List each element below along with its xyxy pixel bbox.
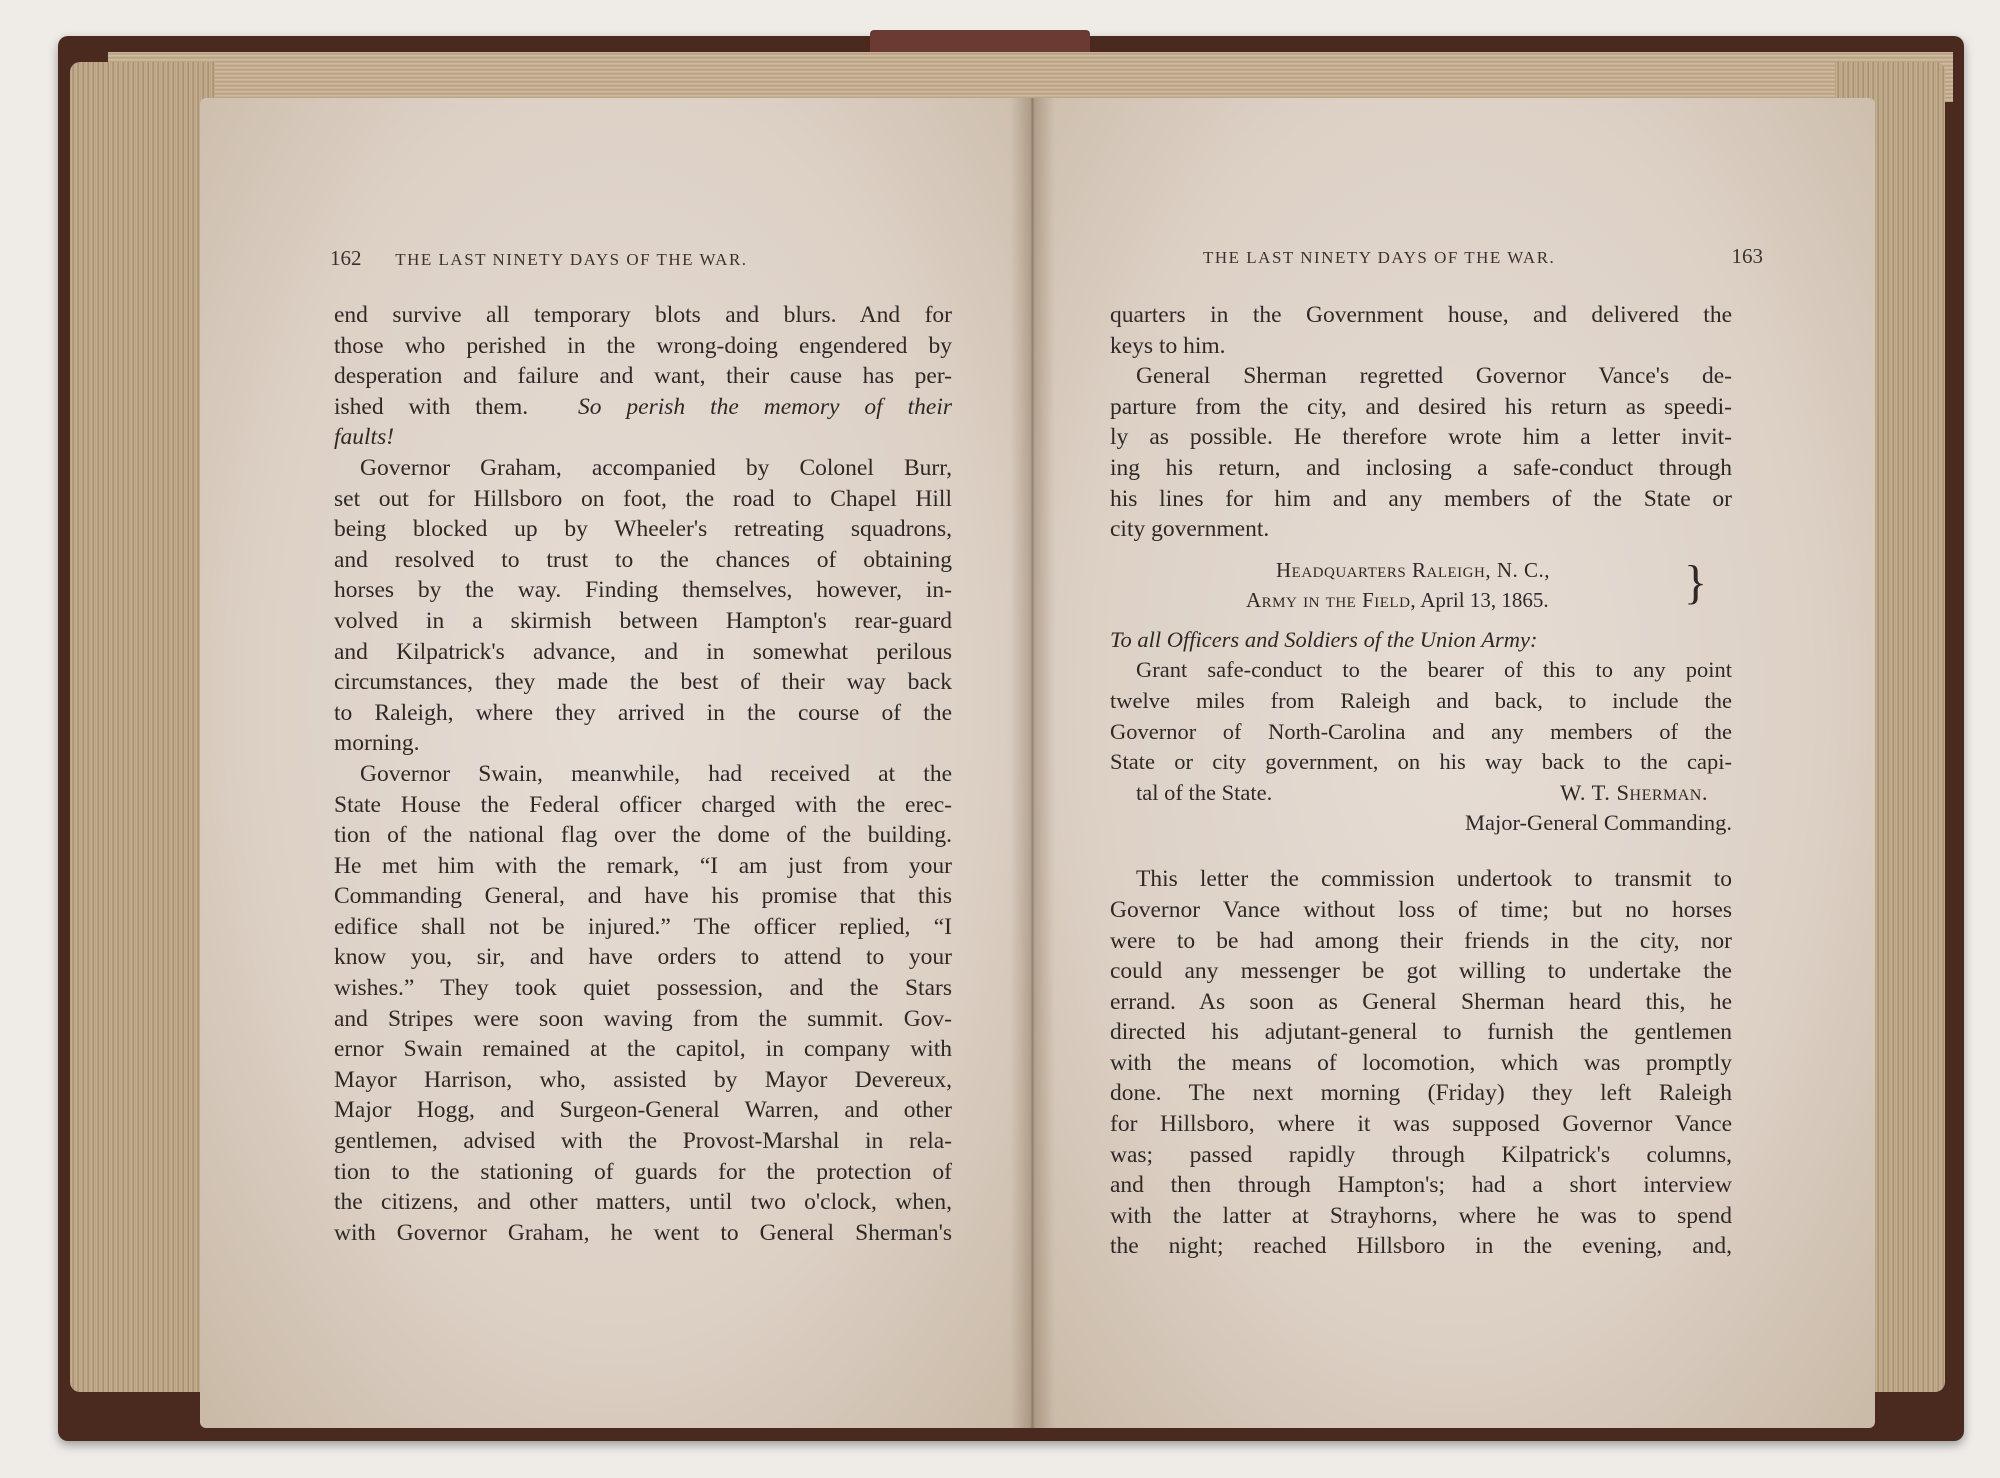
left-page-text <box>334 300 952 1248</box>
text-line: State House the Federal officer charged with the erec- <box>334 791 952 818</box>
right-page-number: 163 <box>1731 244 1763 268</box>
text-line: were to be had among their friends in the city, nor <box>1110 927 1732 954</box>
text-line: with the means of locomotion, which was promptly <box>1110 1049 1732 1076</box>
book-gutter <box>1010 98 1055 1428</box>
text-line: Governor Vance without loss of time; but no horses <box>1110 896 1732 923</box>
letter-heading-army: Army in the Field, <box>1246 587 1417 612</box>
text-line: desperation and failure and want, their cause has per- <box>334 363 952 390</box>
italic-fragment: So perish the memory of their <box>578 393 952 420</box>
text-line: Commanding General, and have his promise that this <box>334 883 952 910</box>
letter-body <box>1110 655 1732 838</box>
text-line: twelve miles from Raleigh and back, to include the <box>1110 687 1732 713</box>
right-paragraph-3 <box>1110 864 1732 1262</box>
left-running-title: THE LAST NINETY DAYS OF THE WAR. <box>395 250 748 269</box>
text-line <box>334 422 952 453</box>
letter-heading-date: April 13, 1865. <box>1420 587 1549 612</box>
text-line: the night; reached Hillsboro in the evening, and, <box>1110 1233 1732 1260</box>
letter-signer-title: Major-General Commanding. <box>1465 809 1732 835</box>
letter-body-last: tal of the State. <box>1136 779 1273 805</box>
text-line: with the latter at Strayhorns, where he was to spend <box>1110 1202 1732 1229</box>
right-paragraph-1 <box>1110 300 1732 361</box>
page-block-left-edge <box>70 62 215 1392</box>
right-paragraph-2 <box>1110 361 1732 545</box>
text-line: tion to the stationing of guards for the protection of <box>334 1158 952 1185</box>
text-line: city government. <box>1110 516 1270 543</box>
text-line: errand. As soon as General Sherman heard this, he <box>1110 988 1732 1015</box>
text-line: end survive all temporary blots and blurs. And for <box>334 302 952 328</box>
text-line: tion of the national flag over the dome of the building. <box>334 822 952 849</box>
text-line: ly as possible. He therefore wrote him a letter invit- <box>1110 424 1732 451</box>
text-line: volved in a skirmish between Hampton's rear-guard <box>334 607 952 634</box>
text-line: horses by the way. Finding themselves, however, in- <box>334 577 952 604</box>
text-line: General Sherman regretted Governor Vance's de- <box>1136 363 1732 390</box>
text-line: quarters in the Government house, and delivered the <box>1110 302 1732 328</box>
text-line: those who perished in the wrong-doing engendered by <box>334 332 952 359</box>
right-running-head <box>1203 244 1763 268</box>
left-paragraph-1 <box>334 300 952 453</box>
right-running-title: THE LAST NINETY DAYS OF THE WAR. <box>1203 248 1556 267</box>
text-line: set out for Hillsboro on foot, the road to Chapel Hill <box>334 485 952 512</box>
letter-salutation: To all Officers and Soldiers of the Union Army: <box>1110 626 1538 652</box>
italic-fragment: faults! <box>334 424 395 451</box>
text-line: and Kilpatrick's advance, and in somewhat perilous <box>334 638 952 665</box>
page-block-top-edge <box>108 52 1953 102</box>
text-line: his lines for him and any members of the State or <box>1110 485 1732 512</box>
text-line: done. The next morning (Friday) they left Raleigh <box>1110 1080 1732 1107</box>
right-page-text <box>1110 300 1732 1262</box>
letter-closing-line <box>1110 778 1732 808</box>
text-line: was; passed rapidly through Kilpatrick's columns, <box>1110 1141 1732 1168</box>
text-line: Governor Graham, accompanied by Colonel Burr, <box>360 454 952 481</box>
text-line: could any messenger be got willing to undertake the <box>1110 958 1732 985</box>
letter-heading <box>1110 555 1732 617</box>
text-line: Mayor Harrison, who, assisted by Mayor Devereux, <box>334 1066 952 1093</box>
text-line: with Governor Graham, he went to General Sherman's <box>334 1219 952 1246</box>
text-line: gentlemen, advised with the Provost-Marshal in rela- <box>334 1128 952 1155</box>
text-line: ing his return, and inclosing a safe-conduct through <box>1110 454 1732 481</box>
letter-heading-line-2 <box>1246 585 1549 616</box>
text-line: Governor of North-Carolina and any members of the <box>1110 718 1732 744</box>
text-line: keys to him. <box>1110 332 1226 359</box>
text-line: ernor Swain remained at the capitol, in company with <box>334 1036 952 1063</box>
text-line: This letter the commission undertook to transmit to <box>1136 866 1732 893</box>
text-line: morning. <box>334 730 420 757</box>
text-line: being blocked up by Wheeler's retreating squadrons, <box>334 516 952 543</box>
text-line: Grant safe-conduct to the bearer of this to any point <box>1136 657 1732 683</box>
text-line: to Raleigh, where they arrived in the course of the <box>334 699 952 726</box>
text-line-mixed <box>334 392 952 423</box>
text-fragment: ished with them. <box>334 393 529 420</box>
text-line: know you, sir, and have orders to attend to your <box>334 944 952 971</box>
text-line: parture from the city, and desired his return as speedi- <box>1110 393 1732 420</box>
text-line: and resolved to trust to the chances of obtaining <box>334 546 952 573</box>
letter-heading-line-1: Headquarters Raleigh, N. C., <box>1276 557 1551 582</box>
text-line: directed his adjutant-general to furnish the gentlemen <box>1110 1019 1732 1046</box>
text-line: State or city government, on his way back to the capi- <box>1110 749 1732 775</box>
text-line: and then through Hampton's; had a short interview <box>1110 1172 1732 1199</box>
left-paragraph-2 <box>334 453 952 759</box>
text-line: edifice shall not be injured.” The officer replied, “I <box>334 913 952 940</box>
letter-signature: W. T. Sherman. <box>1560 779 1708 805</box>
letter-block <box>1110 555 1732 839</box>
letter-salutation-line <box>1110 625 1732 656</box>
text-line: circumstances, they made the best of their way back <box>334 669 952 696</box>
text-line: for Hillsboro, where it was supposed Governor Vance <box>1110 1111 1732 1138</box>
text-line: wishes.” They took quiet possession, and the Stars <box>334 975 952 1002</box>
text-line: Major Hogg, and Surgeon-General Warren, and other <box>334 1097 952 1124</box>
text-line: and Stripes were soon waving from the summit. Gov- <box>334 1005 952 1032</box>
left-page-number: 162 <box>330 246 362 270</box>
text-line: Governor Swain, meanwhile, had received at the <box>360 760 952 787</box>
left-running-head <box>330 246 950 271</box>
text-line: He met him with the remark, “I am just from your <box>334 852 952 879</box>
brace-glyph: } <box>1684 555 1708 609</box>
left-paragraph-3 <box>334 759 952 1249</box>
text-line: the citizens, and other matters, until two o'clock, when, <box>334 1189 952 1216</box>
